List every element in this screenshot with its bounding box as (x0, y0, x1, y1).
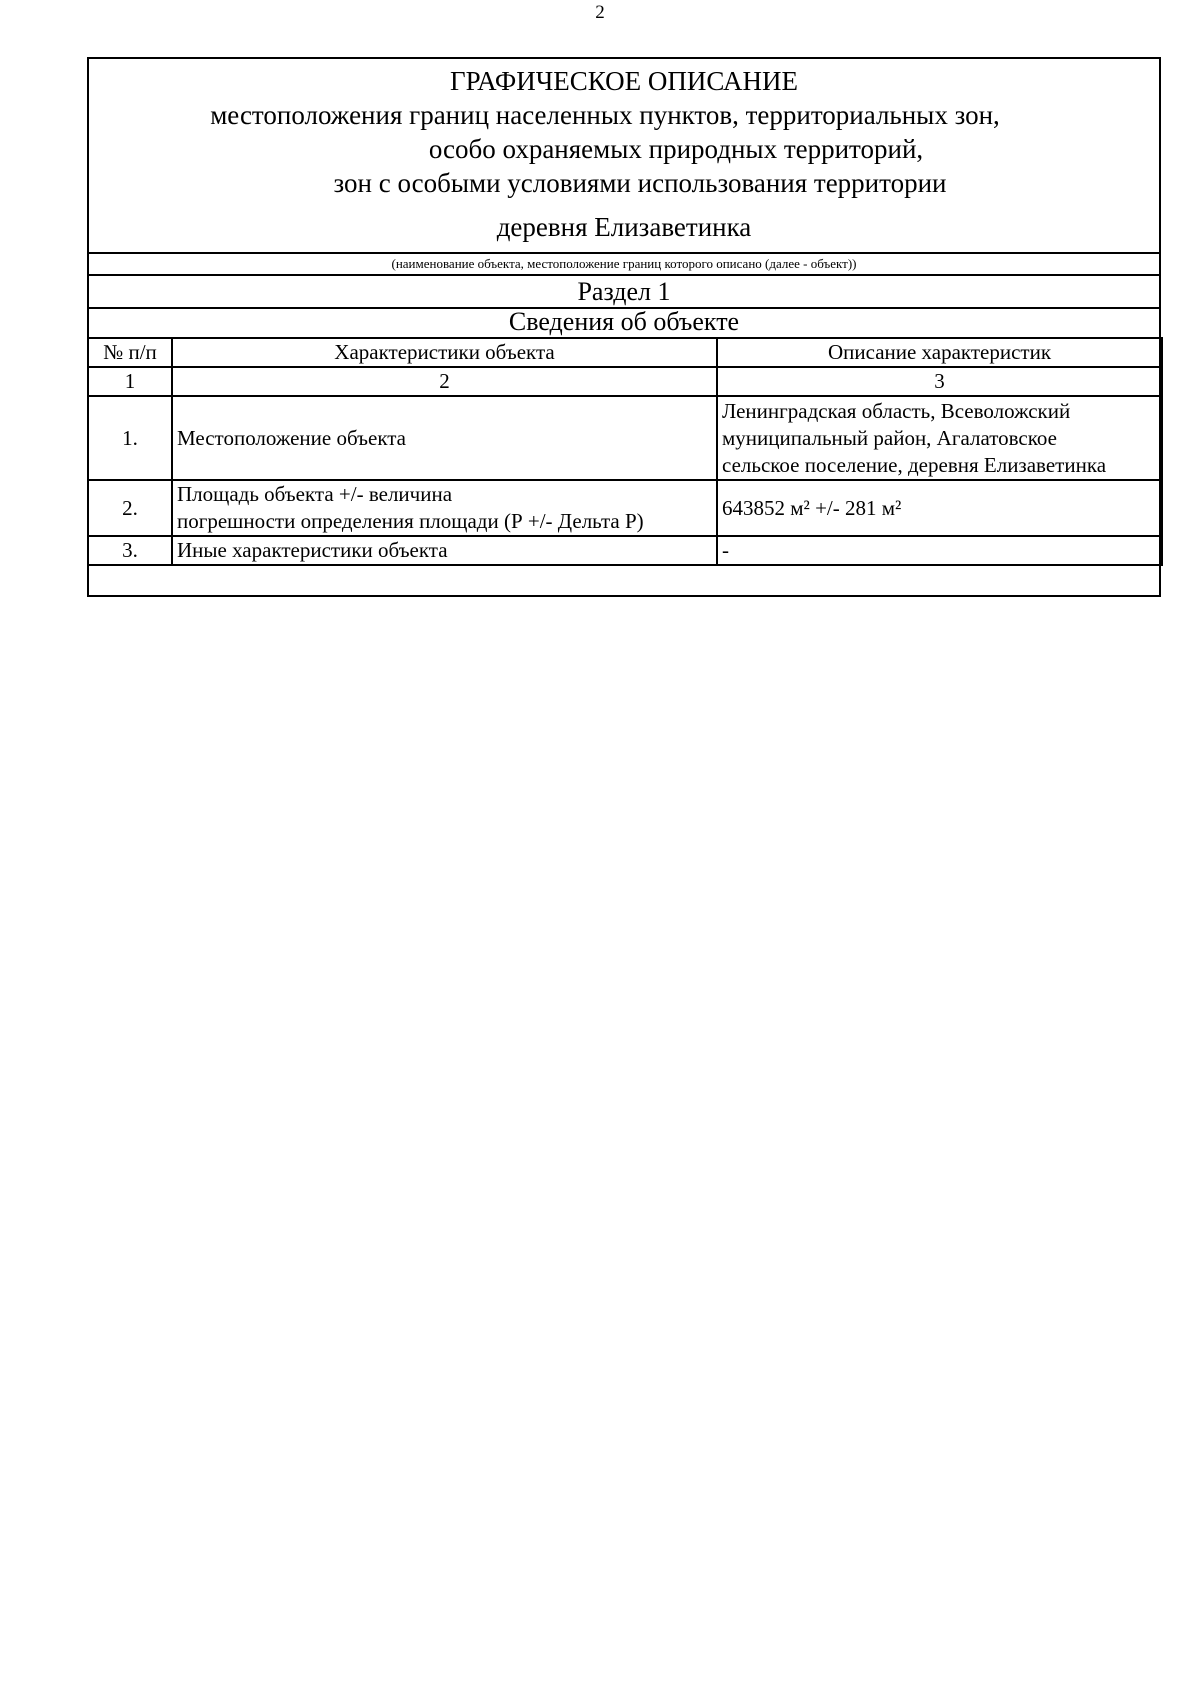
row-characteristic (172, 536, 717, 565)
document-title: ГРАФИЧЕСКОЕ ОПИСАНИЕ (449, 66, 799, 96)
subtitle-line-1: местоположения границ населенных пунктов, территориальных зон, (210, 100, 1000, 130)
section-label: Раздел 1 (577, 277, 671, 306)
column-header-number: № п/п (88, 338, 172, 367)
table-row (88, 480, 1162, 536)
column-number-2: 2 (172, 367, 717, 396)
description-text: 643852 м² +/- 281 м² (722, 495, 902, 520)
table-row (88, 536, 1162, 565)
description-text: муниципальный район, Агалатовское (722, 425, 1057, 450)
column-header-description: Описание характеристик (717, 338, 1162, 367)
description-text: Ленинградская область, Всеволожский (722, 398, 1071, 423)
table-header-row (88, 338, 1162, 367)
page-number: 2 (595, 2, 605, 23)
characteristic-text: Иные характеристики объекта (177, 538, 448, 562)
object-name: деревня Елизаветинка (496, 212, 752, 242)
object-caption: (наименование объекта, местоположение границ которого описано (далее - объект)) (391, 256, 857, 271)
characteristic-text: Площадь объекта +/- величина (177, 482, 453, 506)
divider-line (89, 274, 1159, 276)
row-number: 1. (88, 396, 172, 480)
row-characteristic (172, 480, 717, 536)
row-description (717, 536, 1162, 565)
table-row (88, 396, 1162, 480)
section-title: Сведения об объекте (508, 307, 740, 336)
subtitle-line-2: особо охраняемых природных территорий, (428, 134, 924, 164)
column-number-3: 3 (717, 367, 1162, 396)
table-column-numbers-row (88, 367, 1162, 396)
column-number-1: 1 (88, 367, 172, 396)
characteristic-text: погрешности определения площади (Р +/- Дельта Р) (177, 509, 644, 533)
description-text: - (722, 538, 729, 562)
divider-line (89, 252, 1159, 254)
row-description (717, 480, 1162, 536)
row-description (717, 396, 1162, 480)
document-header (89, 59, 1159, 252)
row-number: 3. (88, 536, 172, 565)
characteristic-text: Местоположение объекта (177, 425, 407, 450)
row-characteristic (172, 396, 717, 480)
subtitle-line-3: зон с особыми условиями использования территории (333, 168, 947, 198)
document-frame (87, 57, 1161, 597)
column-header-characteristic: Характеристики объекта (172, 338, 717, 367)
row-number: 2. (88, 480, 172, 536)
object-info-table (87, 337, 1163, 566)
description-text: сельское поселение, деревня Елизаветинка (722, 452, 1107, 477)
